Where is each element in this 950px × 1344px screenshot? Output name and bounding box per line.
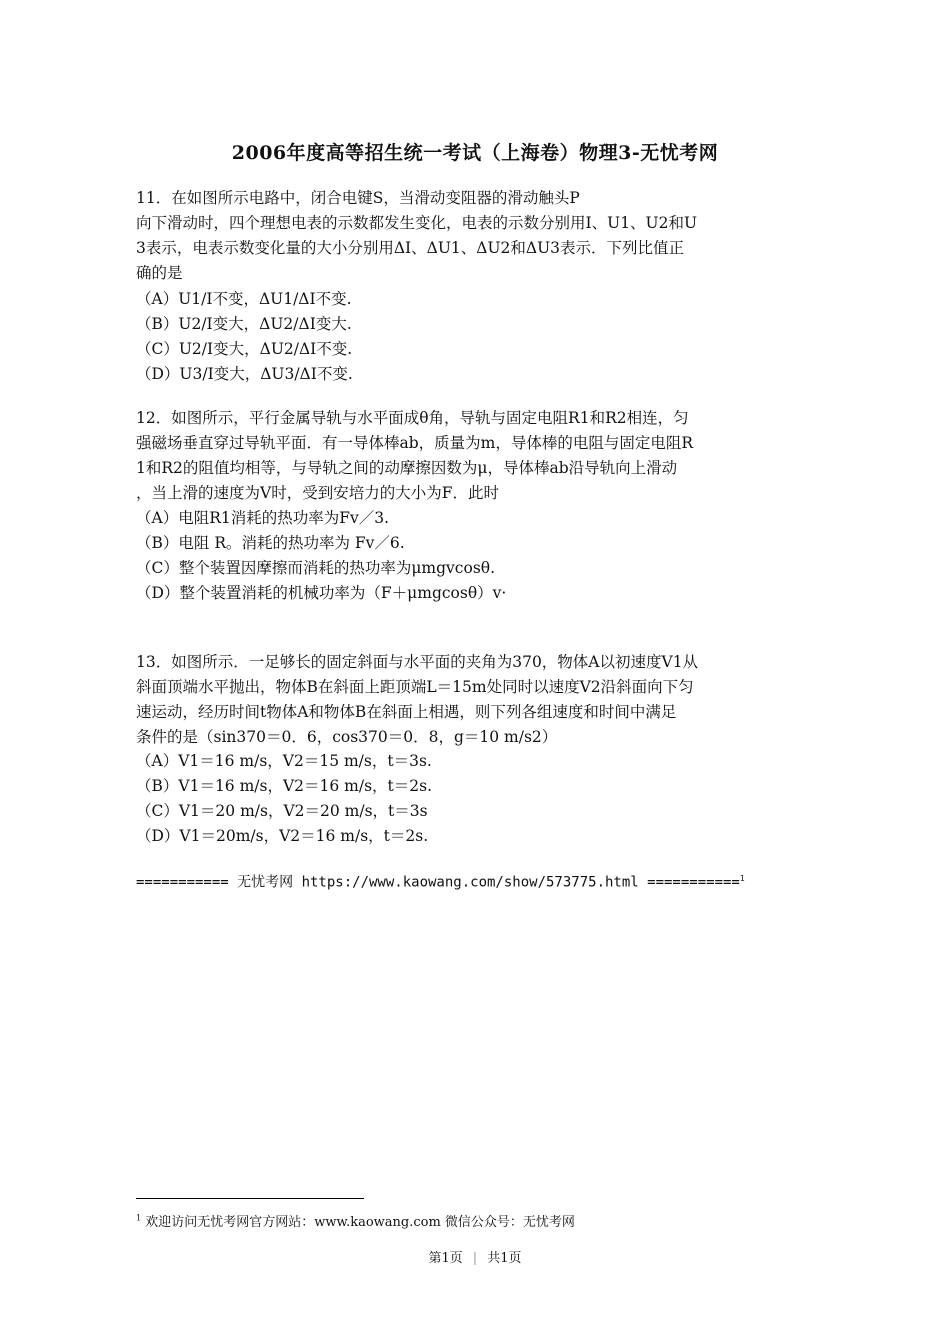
question-11-option-d: （D）U3/I变大，ΔU3/ΔI不变. bbox=[136, 365, 353, 383]
document-title: 2006年度高等招生统一考试（上海卷）物理3-无忧考网 bbox=[231, 142, 719, 164]
question-12-option-a: （A）电阻R1消耗的热功率为Fv／3. bbox=[136, 509, 390, 527]
question-13-option-a: （A）V1＝16 m/s，V2＝15 m/s，t＝3s. bbox=[136, 752, 432, 770]
question-13-line-2: 斜面顶端水平抛出，物体B在斜面上距顶端L＝15m处同时以速度V2沿斜面向下匀 bbox=[136, 678, 694, 696]
page-current: 第1页 bbox=[428, 1251, 463, 1266]
question-13-option-c: （C）V1＝20 m/s，V2＝20 m/s，t＝3s bbox=[136, 802, 428, 820]
question-13-line-3: 速运动，经历时间t物体A和物体B在斜面上相遇，则下列各组速度和时间中满足 bbox=[136, 703, 677, 721]
page-total: 共1页 bbox=[487, 1251, 522, 1266]
footnote-reference: 1 bbox=[739, 874, 745, 883]
question-11-line-4: 确的是 bbox=[136, 264, 183, 282]
footnote-text: 欢迎访问无忧考网官方网站：www.kaowang.com 微信公众号：无忧考网 bbox=[145, 1215, 575, 1230]
question-12-line-1: 12．如图所示，平行金属导轨与水平面成θ角，导轨与固定电阻R1和R2相连，匀 bbox=[136, 409, 689, 427]
question-13-option-b: （B）V1＝16 m/s，V2＝16 m/s，t＝2s. bbox=[136, 777, 433, 795]
page-separator: | bbox=[472, 1251, 478, 1266]
footnote-mark: 1 bbox=[136, 1213, 142, 1223]
footnote-separator bbox=[136, 1198, 364, 1199]
question-12-line-3: 1和R2的阻值均相等，与导轨之间的动摩擦因数为μ，导体棒ab沿导轨向上滑动 bbox=[136, 459, 678, 477]
question-13-option-d: （D）V1＝20m/s，V2＝16 m/s，t＝2s. bbox=[136, 827, 429, 845]
footnote bbox=[136, 1211, 575, 1230]
page-number bbox=[0, 1247, 950, 1266]
source-line bbox=[136, 867, 826, 895]
question-13-line-1: 13．如图所示．一足够长的固定斜面与水平面的夹角为370，物体A以初速度V1从 bbox=[136, 653, 699, 671]
question-11-line-2: 向下滑动时，四个理想电表的示数都发生变化，电表的示数分别用I、U1、U2和U bbox=[136, 214, 698, 232]
question-12-option-b: （B）电阻 R。消耗的热功率为 Fv／6. bbox=[136, 534, 405, 552]
question-11-option-b: （B）U2/I变大，ΔU2/ΔI变大. bbox=[136, 315, 352, 333]
source-link-text[interactable]: =========== 无忧考网 https://www.kaowang.com/show/573775.html =========== bbox=[136, 874, 740, 891]
question-11-line-1: 11．在如图所示电路中，闭合电键S，当滑动变阻器的滑动触头P bbox=[136, 189, 580, 207]
question-12-option-c: （C）整个装置因摩擦而消耗的热功率为μmgvcosθ. bbox=[136, 559, 496, 577]
question-13-line-4: 条件的是（sin370＝0．6，cos370＝0．8，g＝10 m/s2） bbox=[136, 728, 558, 746]
question-11-option-c: （C）U2/I变大，ΔU2/ΔI不变. bbox=[136, 340, 353, 358]
question-12-line-4: ，当上滑的速度为V时，受到安培力的大小为F．此时 bbox=[136, 484, 499, 502]
question-11-option-a: （A）U1/I不变，ΔU1/ΔI不变. bbox=[136, 290, 352, 308]
question-12-option-d: （D）整个装置消耗的机械功率为（F＋μmgcosθ）v· bbox=[136, 584, 507, 602]
question-12-line-2: 强磁场垂直穿过导轨平面．有一导体棒ab，质量为m，导体棒的电阻与固定电阻R bbox=[136, 434, 694, 452]
question-11-line-3: 3表示，电表示数变化量的大小分别用ΔI、ΔU1、ΔU2和ΔU3表示．下列比值正 bbox=[136, 239, 685, 257]
